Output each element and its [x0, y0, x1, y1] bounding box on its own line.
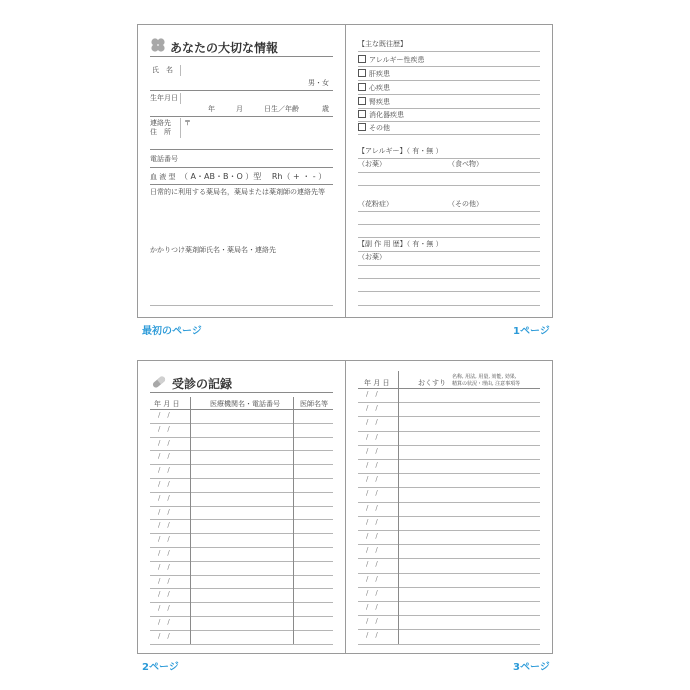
- postal-mark: 〒: [184, 119, 191, 127]
- blood-options: （ A・AB・B・O ）型 Rh（ + ・ - ）: [180, 172, 327, 181]
- table-row-line: [150, 547, 333, 548]
- col-note-header: 名称, 用法, 用量, 効能, 効果,: [452, 374, 517, 380]
- checkbox[interactable]: [358, 83, 366, 91]
- history-item[interactable]: [358, 83, 390, 92]
- table-row-line: [358, 502, 540, 503]
- blood-line: [150, 184, 333, 185]
- pharmacy-note: 日常的に利用する薬局名，薬局または薬剤師の連絡先等: [150, 188, 325, 196]
- history-item[interactable]: [358, 55, 425, 64]
- row-date-mark: / /: [158, 549, 170, 557]
- history-header: 【主な既往歴】: [358, 40, 407, 48]
- phone-label: 電話番号: [150, 155, 178, 163]
- table-row-line: [358, 459, 540, 460]
- checkbox[interactable]: [358, 69, 366, 77]
- row-date-mark: / /: [158, 521, 170, 530]
- table-row-line: [150, 423, 333, 424]
- row-date-mark: / /: [158, 493, 170, 502]
- row-date-mark: / /: [158, 480, 170, 488]
- history-item-label: アレルギー性疾患: [369, 56, 425, 64]
- row-date-mark: / /: [366, 603, 378, 611]
- col-date-header: 年 月 日: [364, 379, 390, 387]
- table-row-line: [150, 437, 333, 438]
- rule: [358, 94, 540, 95]
- col-date-header: 年 月 日: [154, 400, 180, 408]
- history-item[interactable]: [358, 69, 390, 78]
- rule: [358, 66, 540, 67]
- row-date-mark: / /: [366, 390, 378, 398]
- side-effect-header: 【副 作 用 歴】（ 有・無 ）: [358, 240, 443, 248]
- birth-line: [150, 116, 333, 117]
- history-item[interactable]: [358, 123, 390, 132]
- rule: [358, 237, 540, 238]
- table-row-line: [150, 602, 333, 603]
- row-date-mark: / /: [158, 604, 170, 613]
- table-row-line: [358, 388, 540, 389]
- rule: [358, 158, 540, 159]
- allergy-header: 【アレルギー】（ 有・無 ）: [358, 147, 443, 155]
- name-line: [150, 90, 333, 91]
- row-date-mark: / /: [366, 532, 378, 540]
- table-row-line: [150, 630, 333, 631]
- other-label: （その他）: [448, 200, 483, 208]
- row-date-mark: / /: [158, 424, 170, 433]
- table-row-line: [150, 506, 333, 507]
- history-item-label: 肝疾患: [369, 70, 390, 78]
- table-row-line: [358, 416, 540, 417]
- table-row-line: [150, 533, 333, 534]
- history-item-label: 消化器疾患: [369, 111, 404, 119]
- table-row-line: [358, 530, 540, 531]
- table-row-line: [358, 544, 540, 545]
- table-row-line: [358, 445, 540, 446]
- row-date-mark: / /: [366, 546, 378, 555]
- table-row-line: [358, 431, 540, 432]
- checkbox[interactable]: [358, 97, 366, 105]
- gender-options: 男・女: [308, 79, 329, 87]
- rule: [358, 211, 540, 212]
- age-unit: 歳: [322, 105, 329, 113]
- blood-label: 血 液 型: [150, 173, 176, 181]
- year-label: 年: [208, 105, 215, 113]
- row-date-mark: / /: [366, 560, 378, 569]
- divider: [180, 65, 181, 76]
- table-column-line: [398, 371, 399, 644]
- row-date-mark: / /: [158, 631, 170, 640]
- row-date-mark: / /: [366, 432, 378, 441]
- row-date-mark: / /: [158, 438, 170, 447]
- row-date-mark: / /: [158, 562, 170, 571]
- rule: [358, 108, 540, 109]
- phone-line: [150, 167, 333, 168]
- note-line: [150, 305, 333, 306]
- history-item-label: 腎疾患: [369, 98, 390, 106]
- address-line: [150, 149, 333, 150]
- rule: [358, 80, 540, 81]
- rule: [358, 305, 540, 306]
- birth-label: 生年月日: [150, 94, 178, 102]
- row-date-mark: / /: [158, 618, 170, 626]
- pill-icon: [150, 373, 168, 391]
- rule: [358, 121, 540, 122]
- col-doctor-header: 医師名等: [300, 400, 328, 408]
- table-row-line: [150, 492, 333, 493]
- history-item-label: その他: [369, 124, 390, 132]
- rule: [358, 291, 540, 292]
- row-date-mark: / /: [366, 489, 378, 498]
- rule: [358, 224, 540, 225]
- title-underline: [150, 392, 333, 393]
- day-age-label: 日生／年齢: [264, 105, 299, 113]
- caption-page-1: 1ページ: [513, 326, 550, 337]
- row-date-mark: / /: [366, 461, 378, 469]
- col-institution-header: 医療機関名・電話番号: [210, 400, 280, 408]
- page-1: [345, 24, 553, 318]
- page-3: [345, 360, 553, 654]
- divider: [180, 93, 181, 104]
- rule: [358, 265, 540, 266]
- row-date-mark: / /: [366, 617, 378, 626]
- table-row-line: [358, 644, 540, 645]
- row-date-mark: / /: [366, 446, 378, 455]
- history-item[interactable]: [358, 110, 404, 119]
- caption-page-3: 3ページ: [513, 662, 550, 673]
- table-row-line: [358, 615, 540, 616]
- col-note-header: 精算の状況・理由, 注意事項等: [452, 381, 521, 387]
- address-label: 住 所: [150, 128, 171, 136]
- row-date-mark: / /: [366, 588, 378, 597]
- table-row-line: [150, 561, 333, 562]
- checkbox[interactable]: [358, 123, 366, 131]
- row-date-mark: / /: [158, 507, 170, 516]
- caption-first-page: 最初のページ: [142, 326, 202, 337]
- table-row-line: [150, 464, 333, 465]
- page-title: あなたの大切な情報: [170, 41, 279, 55]
- page-title: 受診の記録: [172, 377, 233, 391]
- row-date-mark: / /: [366, 404, 378, 413]
- table-column-line: [190, 397, 191, 644]
- row-date-mark: / /: [366, 475, 378, 484]
- table-row-line: [358, 516, 540, 517]
- history-item[interactable]: [358, 97, 390, 106]
- row-date-mark: / /: [158, 452, 170, 461]
- food-label: （食べ物）: [448, 160, 483, 168]
- row-date-mark: / /: [366, 631, 378, 640]
- row-date-mark: / /: [366, 503, 378, 512]
- table-row-line: [150, 575, 333, 576]
- clover-icon: [150, 37, 166, 53]
- table-row-line: [150, 478, 333, 479]
- rule: [358, 172, 540, 173]
- row-date-mark: / /: [366, 418, 378, 427]
- table-row-line: [150, 616, 333, 617]
- checkbox[interactable]: [358, 55, 366, 63]
- rule: [358, 185, 540, 186]
- rule: [358, 251, 540, 252]
- row-date-mark: / /: [158, 411, 170, 419]
- row-date-mark: / /: [158, 576, 170, 585]
- table-row-line: [150, 644, 333, 645]
- medicine-label: （お薬）: [358, 253, 386, 261]
- name-label: 氏 名: [152, 66, 173, 74]
- divider: [180, 118, 181, 138]
- col-medicine-header: おくすり: [418, 379, 446, 387]
- row-date-mark: / /: [158, 535, 170, 544]
- rule: [358, 278, 540, 279]
- table-row-line: [358, 402, 540, 403]
- rule: [358, 51, 540, 52]
- table-row-line: [150, 519, 333, 520]
- page-2: [137, 360, 346, 654]
- pharmacist-note: かかりつけ薬剤師氏名・薬局名・連絡先: [150, 246, 276, 254]
- month-label: 月: [236, 105, 243, 113]
- table-row-line: [358, 558, 540, 559]
- medicine-label: （お薬）: [358, 160, 386, 168]
- row-date-mark: / /: [366, 574, 378, 583]
- table-row-line: [358, 573, 540, 574]
- table-row-line: [358, 587, 540, 588]
- pollen-label: （花粉症）: [358, 200, 393, 208]
- table-column-line: [293, 397, 294, 644]
- row-date-mark: / /: [158, 590, 170, 599]
- title-underline: [150, 56, 333, 57]
- address-label: 連絡先: [150, 119, 171, 127]
- rule: [358, 134, 540, 135]
- page-first: [137, 24, 346, 318]
- table-row-line: [150, 450, 333, 451]
- table-row-line: [358, 601, 540, 602]
- table-row-line: [150, 588, 333, 589]
- history-item-label: 心疾患: [369, 84, 390, 92]
- row-date-mark: / /: [158, 466, 170, 475]
- table-row-line: [358, 487, 540, 488]
- table-row-line: [358, 629, 540, 630]
- table-row-line: [150, 409, 333, 410]
- caption-page-2: 2ページ: [142, 662, 179, 673]
- table-row-line: [358, 473, 540, 474]
- row-date-mark: / /: [366, 517, 378, 526]
- checkbox[interactable]: [358, 110, 366, 118]
